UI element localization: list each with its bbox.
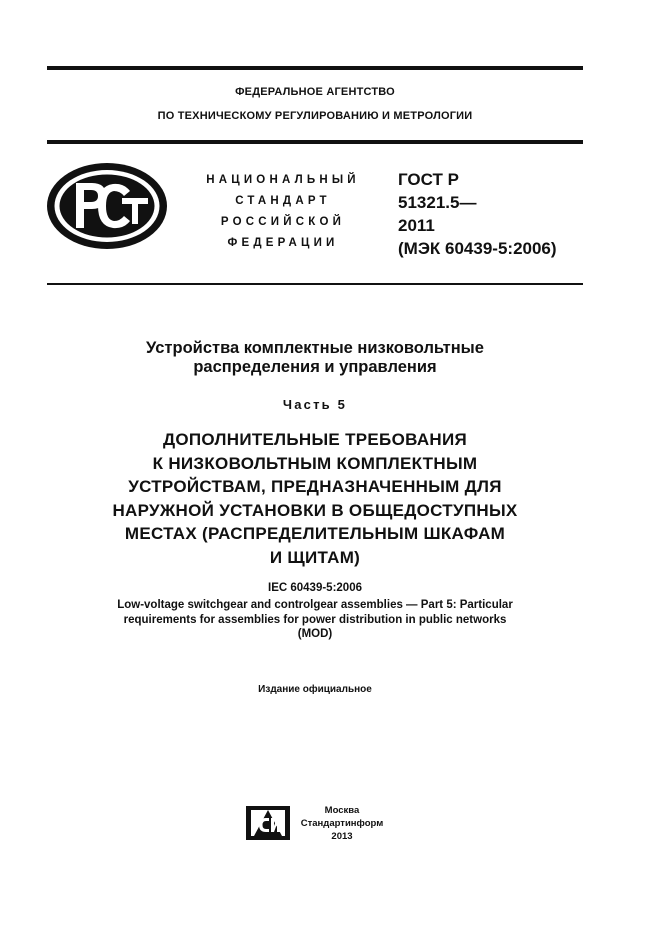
subtitle-line-1: ДОПОЛНИТЕЛЬНЫЕ ТРЕБОВАНИЯ <box>162 430 468 449</box>
document-title <box>47 339 583 377</box>
title-line-1: Устройства комплектные низковольтные <box>146 339 484 357</box>
designation-line-4: (МЭК 60439-5:2006) <box>398 239 557 258</box>
edition-label: Издание официальное <box>258 684 372 695</box>
publisher-year: 2013 <box>331 831 353 842</box>
publisher-city: Москва <box>324 805 360 816</box>
agency-rule <box>47 140 583 144</box>
iec-title-line-2: requirements for assemblies for power distribution in public networks <box>123 613 507 626</box>
title-line-2: распределения и управления <box>193 358 437 376</box>
standard-designation <box>398 168 588 260</box>
subtitle-line-2: К НИЗКОВОЛЬТНЫМ КОМПЛЕКТНЫМ <box>152 453 478 473</box>
subtitle-line-4: НАРУЖНОЙ УСТАНОВКИ В ОБЩЕДОСТУПНЫХ <box>112 500 518 520</box>
iec-title-line-3: (MOD) <box>297 628 333 640</box>
subtitle-line-5: МЕСТАХ (РАСПРЕДЕЛИТЕЛЬНЫМ ШКАФАМ <box>124 524 506 543</box>
publisher-name: Стандартинформ <box>300 818 384 829</box>
iec-title <box>47 598 583 642</box>
iec-code: IEC 60439-5:2006 <box>268 582 362 594</box>
standartinform-logo-icon <box>246 806 290 840</box>
designation-line-1: ГОСТ Р <box>398 170 459 189</box>
natstd-line-4: ФЕДЕРАЦИИ <box>227 237 339 249</box>
iec-title-line-1: Low-voltage switchgear and controlgear assemblies — Part 5: Particular <box>117 599 513 611</box>
rst-logo-icon <box>46 162 168 250</box>
agency-line-2: ПО ТЕХНИЧЕСКОМУ РЕГУЛИРОВАНИЮ И МЕТРОЛОГИИ <box>157 110 473 122</box>
subtitle-line-3: УСТРОЙСТВАМ, ПРЕДНАЗНАЧЕННЫМ ДЛЯ <box>128 477 502 496</box>
natstd-line-2: СТАНДАРТ <box>235 195 331 207</box>
subtitle-line-6: И ЩИТАМ) <box>269 547 361 567</box>
designation-line-3: 2011 <box>398 216 435 235</box>
part-label: Часть 5 <box>282 397 348 412</box>
agency-line-1: ФЕДЕРАЛЬНОЕ АГЕНТСТВО <box>235 86 395 98</box>
publisher-info <box>292 804 392 843</box>
header-rule <box>47 283 583 285</box>
document-subtitle <box>47 428 583 569</box>
designation-line-2: 51321.5— <box>398 193 477 212</box>
natstd-line-1: НАЦИОНАЛЬНЫЙ <box>206 174 360 186</box>
national-standard-label <box>186 170 380 254</box>
natstd-line-3: РОССИЙСКОЙ <box>220 216 346 228</box>
top-rule <box>47 66 583 70</box>
